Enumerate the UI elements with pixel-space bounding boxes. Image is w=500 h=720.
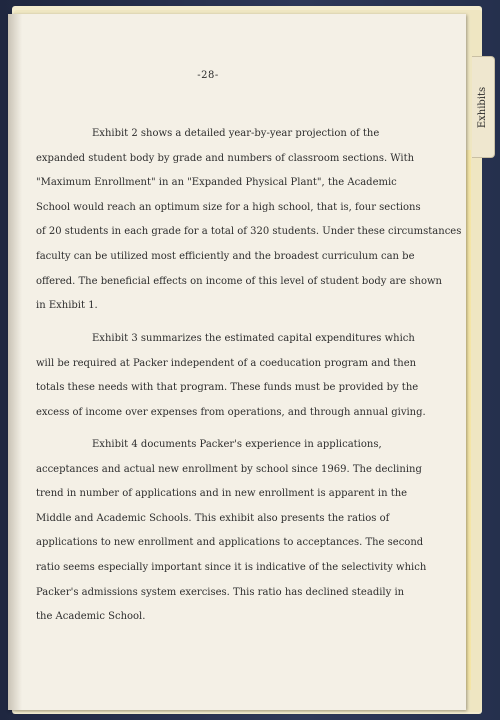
text-line: Exhibit 4 documents Packer's experience in applications,	[92, 439, 382, 450]
exhibits-tab-label: Exhibits	[477, 86, 489, 128]
exhibits-tab[interactable]	[472, 56, 495, 158]
text-line: expanded student body by grade and numbers of classroom sections. With	[36, 152, 415, 164]
text-line: will be required at Packer independent of a coeducation program and then	[36, 357, 417, 369]
text-line: Middle and Academic Schools. This exhibit also presents the ratios of	[36, 512, 390, 524]
text-line: acceptances and actual new enrollment by school since 1969. The declining	[36, 463, 422, 475]
paragraph-exhibit-3	[36, 327, 436, 425]
text-line: totals these needs with that program. These funds must be provided by the	[36, 382, 419, 394]
text-line: excess of income over expenses from operations, and through annual giving.	[36, 406, 426, 418]
text-line: the Academic School.	[36, 611, 146, 623]
paragraph-exhibit-4	[36, 433, 436, 630]
text-line: "Maximum Enrollment" in an "Expanded Physical Plant", the Academic	[36, 177, 397, 189]
text-line: Packer's admissions system exercises. This ratio has declined steadily in	[36, 586, 405, 598]
text-line: Exhibit 2 shows a detailed year-by-year projection of the	[92, 128, 380, 139]
text-line: School would reach an optimum size for a high school, that is, four sections	[36, 201, 421, 213]
text-line: Exhibit 3 summarizes the estimated capital expenditures which	[92, 333, 415, 344]
text-line: faculty can be utilized most efficiently and the broadest curriculum can be	[36, 250, 415, 262]
text-line: ratio seems especially important since it is indicative of the selectivity which	[36, 561, 427, 573]
text-line: in Exhibit 1.	[36, 300, 98, 312]
text-line: applications to new enrollment and applications to acceptances. The second	[36, 537, 424, 549]
text-line: trend in number of applications and in new enrollment is apparent in the	[36, 488, 408, 500]
binding-shadow	[8, 14, 22, 710]
page-number: -28-	[197, 70, 219, 81]
text-line: offered. The beneficial effects on income of this level of student body are shown	[36, 275, 443, 287]
document-page	[8, 14, 466, 710]
paragraph-exhibit-2	[36, 122, 462, 319]
text-line: of 20 students in each grade for a total of 320 students. Under these circumstances	[36, 226, 462, 238]
